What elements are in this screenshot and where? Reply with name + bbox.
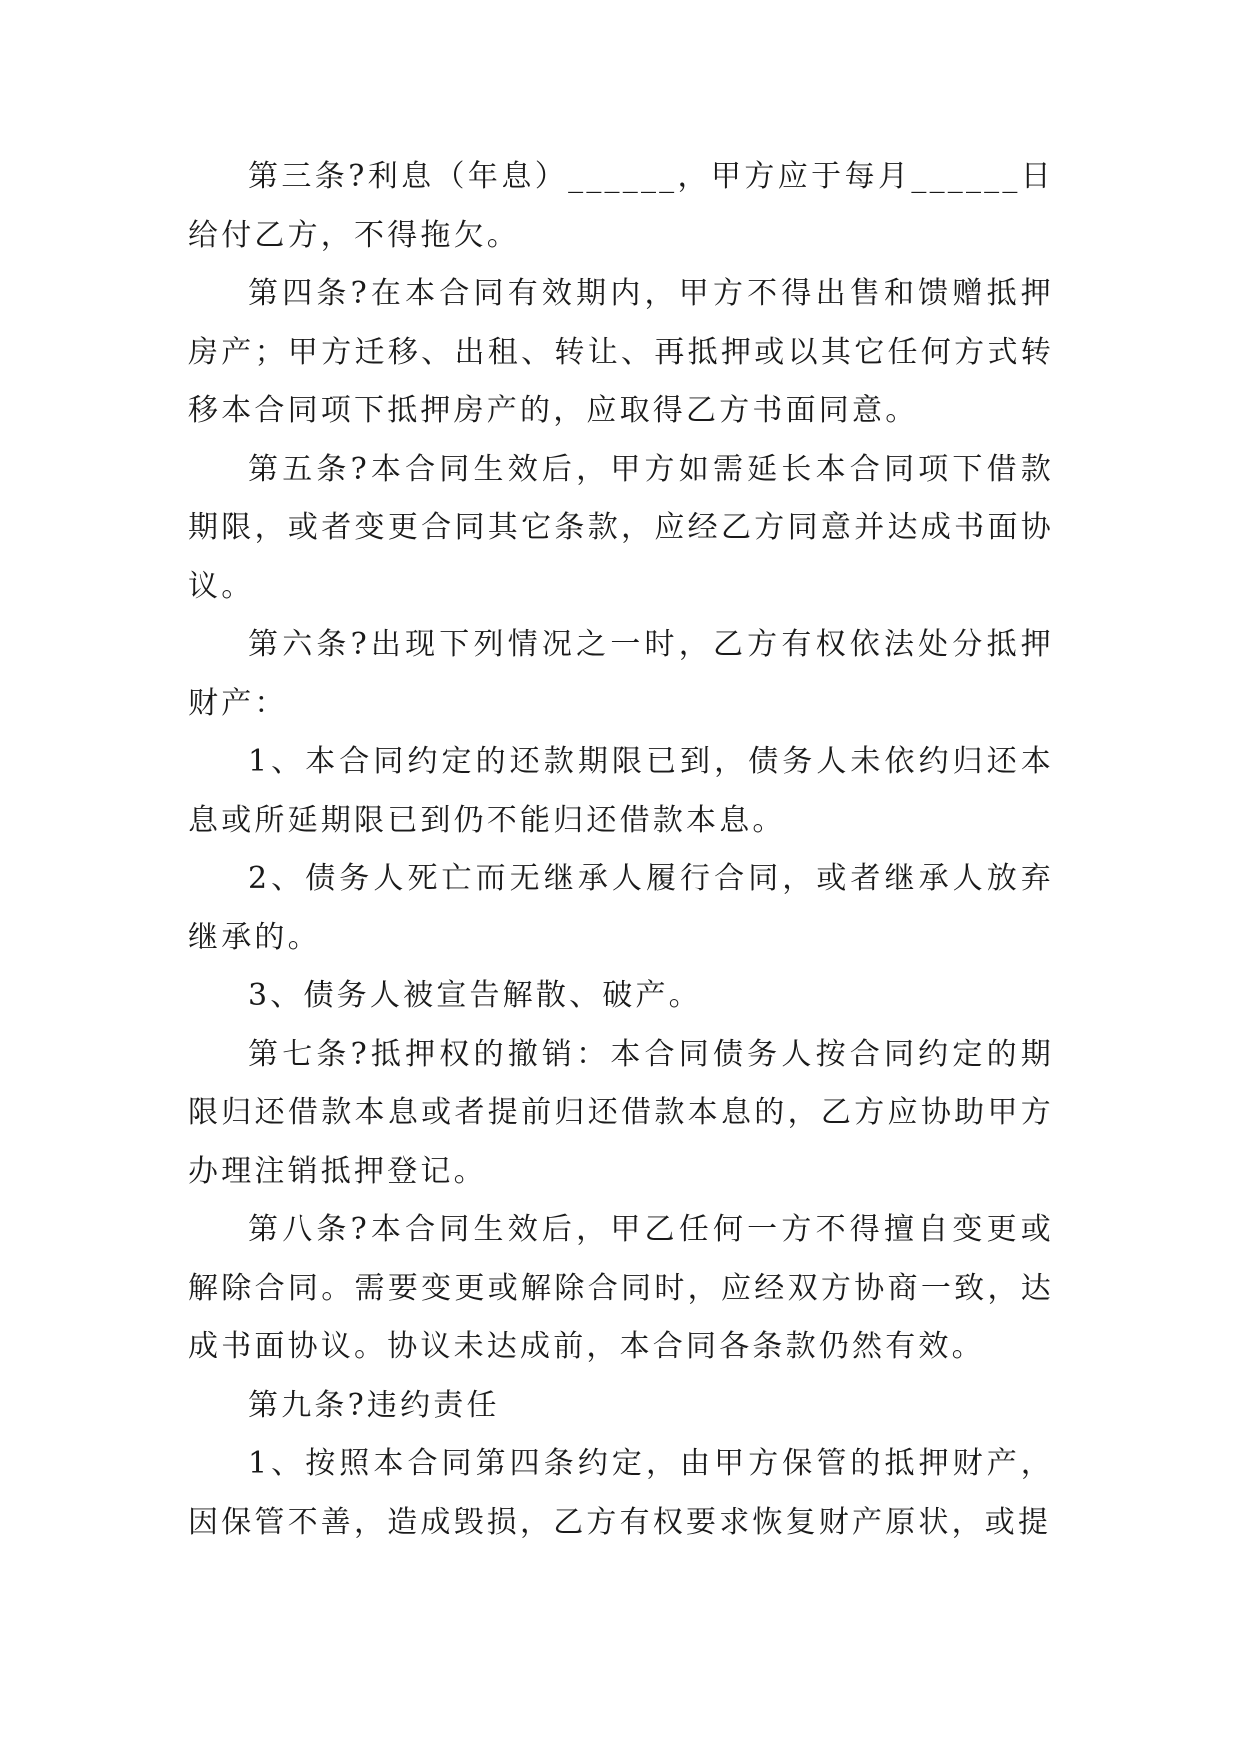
clause-3-interest: 第三条?利息（年息）______，甲方应于每月______日给付乙方，不得拖欠。 xyxy=(188,159,1054,253)
clause-9-liability: 第九条?违约责任 xyxy=(248,1387,500,1423)
clause-7-revocation: 第七条?抵押权的撤销：本合同债务人按合同约定的期限归还借款本息或者提前归还借款本息的，乙方应协助甲方办理注销抵押登记。 xyxy=(188,1036,1054,1189)
clause-5-extension: 第五条?本合同生效后，甲方如需延长本合同项下借款期限，或者变更合同其它条款，应经乙方同意并达成书面协议。 xyxy=(188,451,1054,604)
clause-6-item-1: 1、本合同约定的还款期限已到，债务人未依约归还本息或所延期限已到仍不能归还借款本息。 xyxy=(188,744,1054,838)
clause-6-item-2: 2、债务人死亡而无继承人履行合同，或者继承人放弃继承的。 xyxy=(188,861,1054,955)
clause-8-modification: 第八条?本合同生效后，甲乙任何一方不得擅自变更或解除合同。需要变更或解除合同时，应经双方协商一致，达成书面协议。协议未达成前，本合同各条款仍然有效。 xyxy=(188,1212,1054,1364)
clause-6-item-3: 3、债务人被宣告解散、破产。 xyxy=(248,978,702,1013)
clause-9-item-1: 1、按照本合同第四条约定，由甲方保管的抵押财产，因保管不善，造成毁损，乙方有权要求恢复财产原状，或提 xyxy=(188,1446,1054,1540)
clause-6-disposal: 第六条?出现下列情况之一时，乙方有权依法处分抵押财产： xyxy=(188,627,1054,721)
clause-4-property-restriction: 第四条?在本合同有效期内，甲方不得出售和馈赠抵押房产；甲方迁移、出租、转让、再抵押或以其它任何方式转移本合同项下抵押房产的，应取得乙方书面同意。 xyxy=(188,276,1054,428)
document-body xyxy=(188,148,1054,1552)
